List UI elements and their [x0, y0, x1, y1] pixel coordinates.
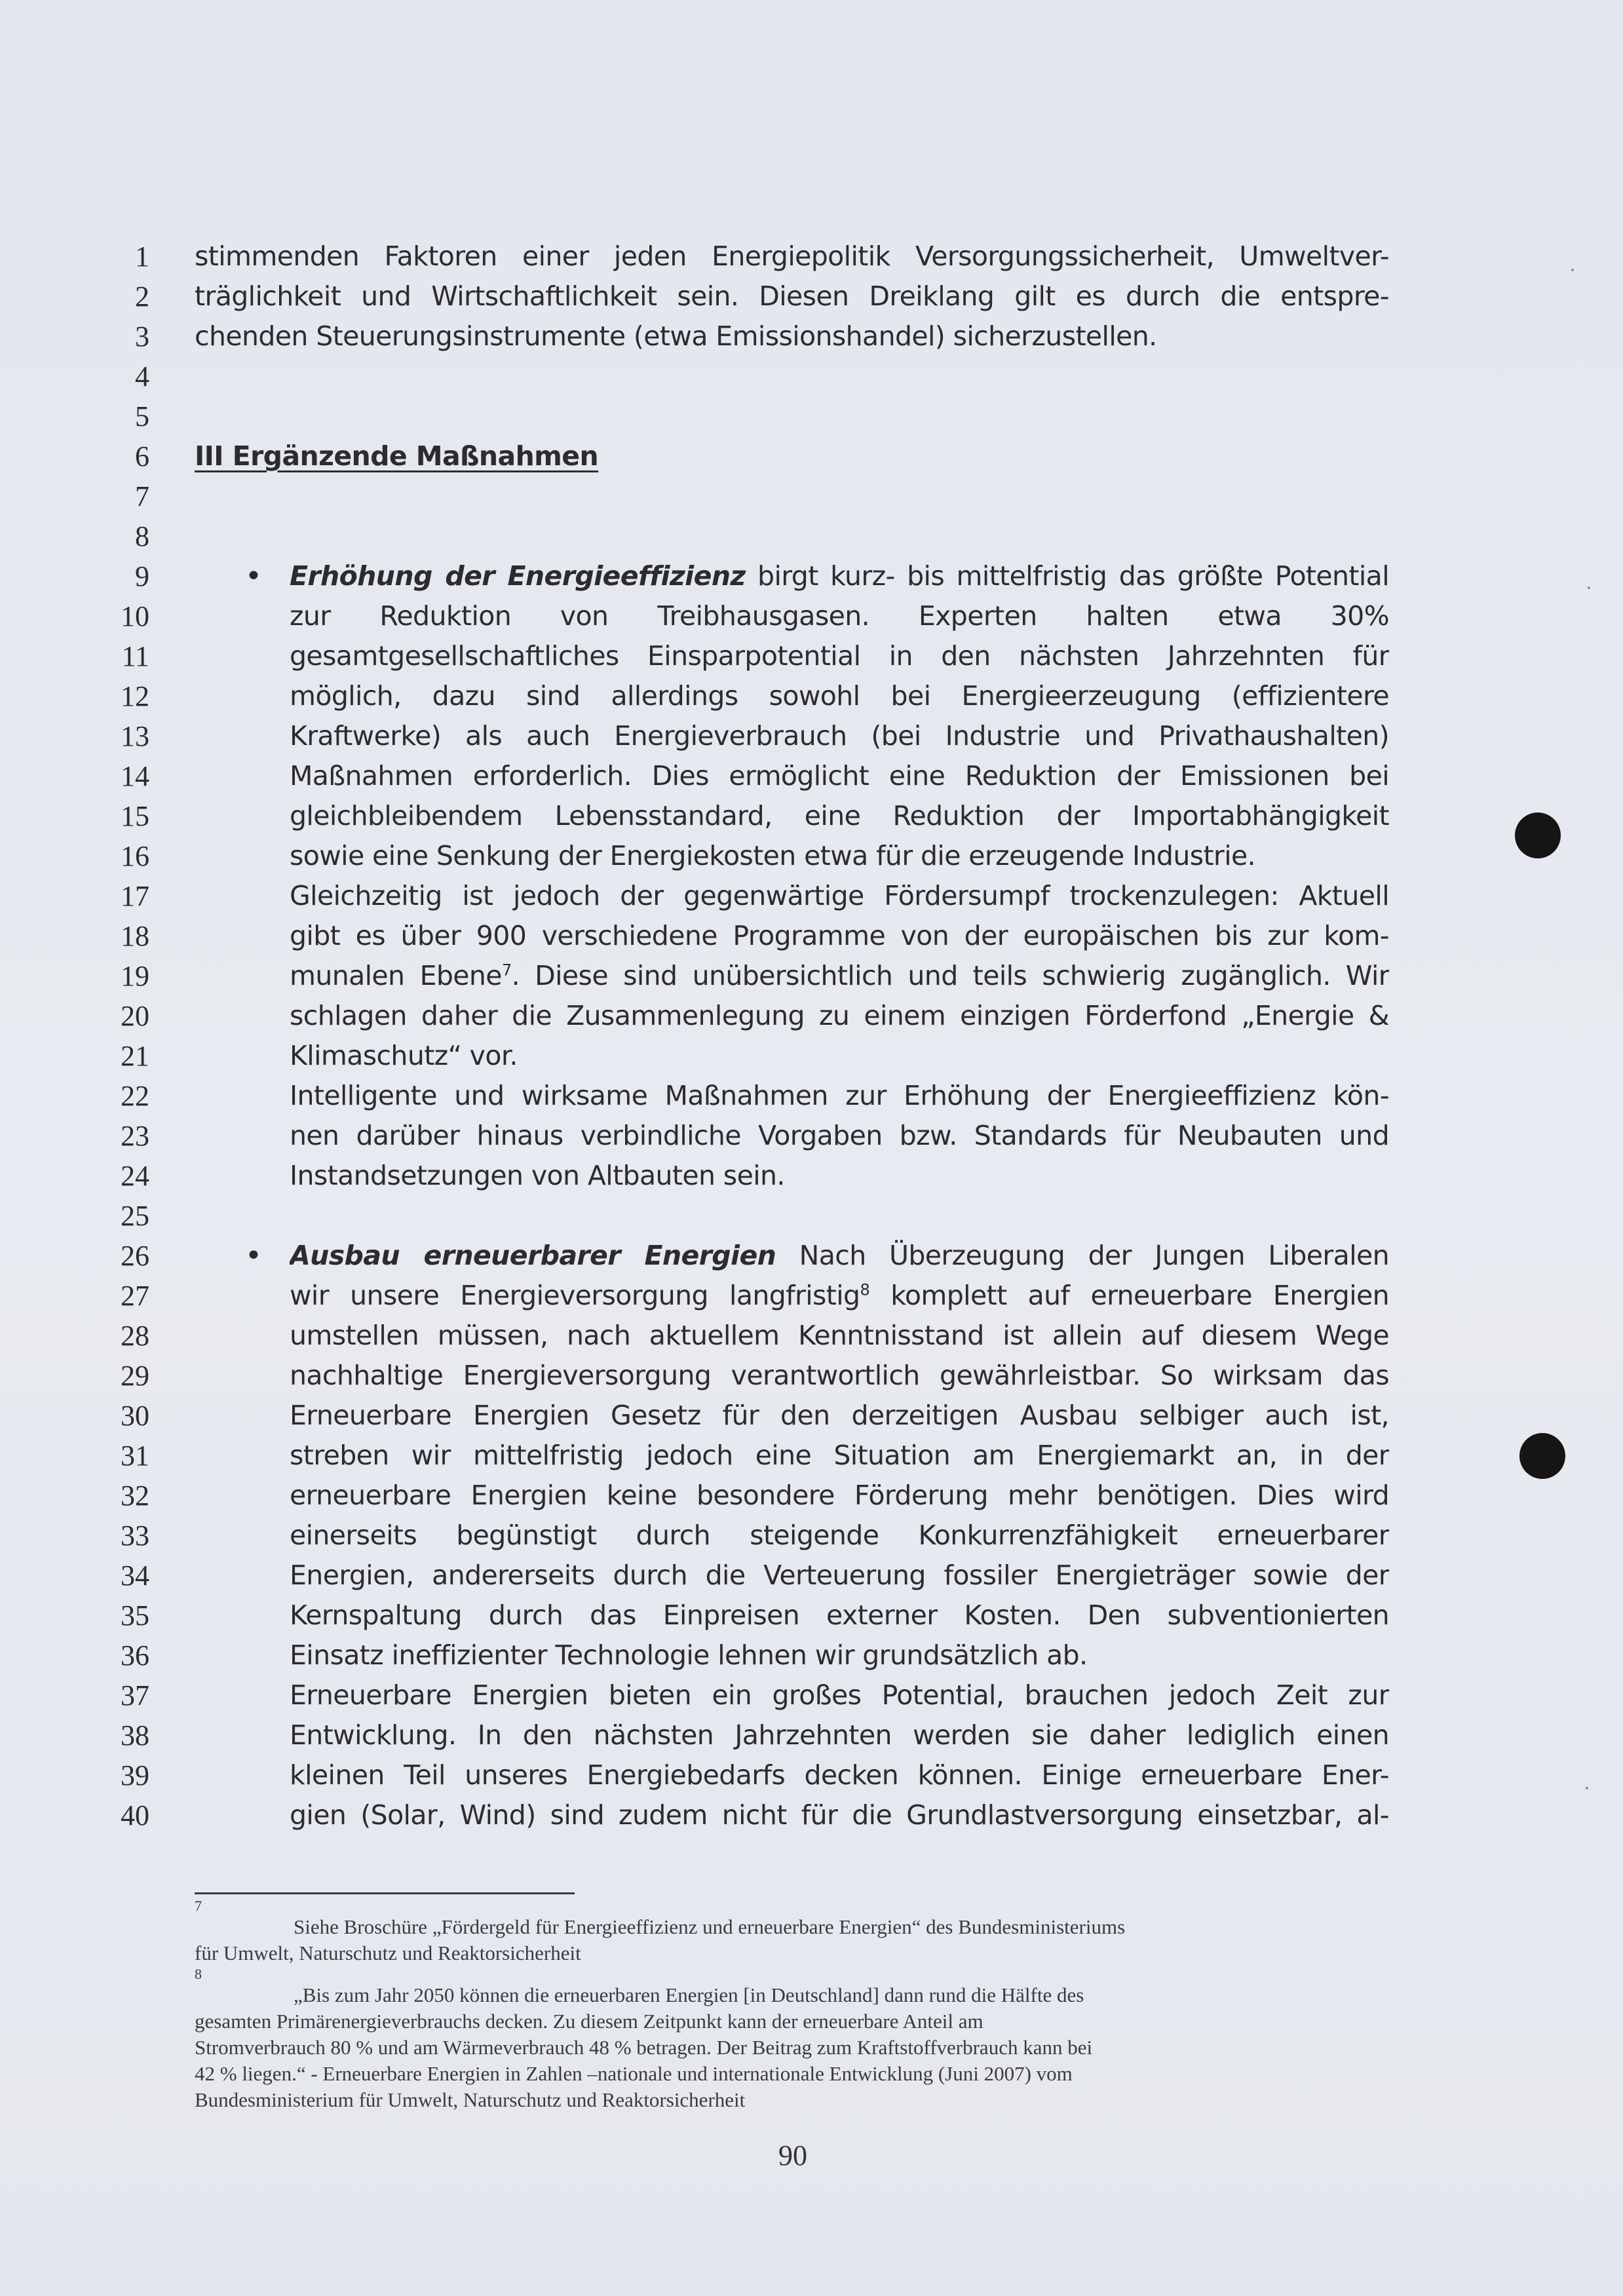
bullet-lead: Erhöhung der Energieeffizienz: [290, 560, 746, 592]
footnote-ref-8[interactable]: 8: [860, 1280, 870, 1299]
body-line: stimmenden Faktoren einer jeden Energiepolitik Versorgungssicherheit, Umweltver-: [195, 240, 1389, 272]
bullet-lead: Ausbau erneuerbarer Energien: [290, 1240, 776, 1271]
paper-speck: [1571, 269, 1574, 271]
body-line: Einsatz ineffizienter Technologie lehnen wir grundsätzlich ab.: [290, 1639, 1088, 1671]
line-number: 2: [135, 280, 149, 313]
line-number: 38: [121, 1719, 149, 1751]
line-number: 34: [121, 1559, 149, 1592]
body-line: Klimaschutz“ vor.: [290, 1040, 518, 1071]
bullet-icon: •: [245, 560, 262, 593]
body-line: gibt es über 900 verschiedene Programme von der europäischen bis zur kom-: [290, 920, 1389, 951]
footnote-7-line: für Umwelt, Naturschutz und Reaktorsicherheit: [195, 1942, 581, 1964]
line-number: 5: [135, 400, 149, 432]
line-number: 22: [121, 1080, 149, 1112]
section-heading: III Ergänzende Maßnahmen: [195, 440, 599, 472]
line-number: 25: [121, 1200, 149, 1232]
line-number: 10: [121, 600, 149, 632]
line-number: 27: [121, 1280, 149, 1312]
paper-speck: [1588, 586, 1590, 589]
line-number: 21: [121, 1040, 149, 1072]
line-number: 6: [135, 440, 149, 472]
body-line: Erneuerbare Energien Gesetz für den derzeitigen Ausbau selbiger auch ist,: [290, 1400, 1389, 1431]
line-number: 13: [121, 720, 149, 752]
line-number: 18: [121, 920, 149, 952]
bullet-text: birgt kurz- bis mittelfristig das größte Potential: [745, 560, 1389, 592]
body-line: Instandsetzungen von Altbauten sein.: [290, 1160, 785, 1191]
body-line: einerseits begünstigt durch steigende Konkurrenzfähigkeit erneuerbarer: [290, 1520, 1389, 1551]
bullet-icon: •: [245, 1239, 262, 1272]
bullet-item-energy-efficiency: [290, 556, 1389, 596]
body-line: Kernspaltung durch das Einpreisen externer Kosten. Den subventionierten: [290, 1599, 1389, 1631]
line-number: 4: [135, 360, 149, 392]
body-line: schlagen daher die Zusammenlegung zu einem einzigen Förderfond „Energie &: [290, 1000, 1389, 1031]
line-number: 37: [121, 1679, 149, 1712]
line-number: 20: [121, 1000, 149, 1032]
footnote-8-line: Bundesministerium für Umwelt, Naturschutz und Reaktorsicherheit: [195, 2088, 746, 2111]
bullet-item-renewables: [290, 1236, 1389, 1276]
line-number: 28: [121, 1320, 149, 1352]
line-number: 9: [135, 560, 149, 592]
line-number: 33: [121, 1520, 149, 1552]
line-number: 16: [121, 840, 149, 872]
punch-hole: [1519, 1433, 1565, 1479]
body-line: chenden Steuerungsinstrumente (etwa Emissionshandel) sicherzustellen.: [195, 320, 1157, 352]
line-number: 17: [121, 880, 149, 912]
line-number: 31: [121, 1440, 149, 1472]
body-line: [290, 956, 1389, 996]
body-line: zur Reduktion von Treibhausgasen. Experten halten etwa 30%: [290, 600, 1389, 632]
footnote-8-line: gesamten Primärenergieverbrauchs decken. Zu diesem Zeitpunkt kann der erneuerbare Anteil am: [195, 2010, 983, 2033]
line-number: 35: [121, 1599, 149, 1632]
body-line: streben wir mittelfristig jedoch eine Situation am Energiemarkt an, in der: [290, 1440, 1389, 1471]
body-line: Energien, andererseits durch die Verteuerung fossiler Energieträger sowie der: [290, 1559, 1389, 1591]
line-number: 30: [121, 1400, 149, 1432]
line-number: 14: [121, 760, 149, 792]
footnote-8-line: 42 % liegen.“ - Erneuerbare Energien in Zahlen –nationale und internationale Entwicklung (Juni 2007) vom: [195, 2062, 1073, 2085]
body-line: gien (Solar, Wind) sind zudem nicht für die Grundlastversorgung einsetzbar, al-: [290, 1799, 1389, 1831]
line-number: 19: [121, 960, 149, 992]
page-number: 90: [778, 2139, 807, 2172]
body-line: gleichbleibendem Lebensstandard, eine Reduktion der Importabhängigkeit: [290, 800, 1389, 832]
footnote-8-line: Stromverbrauch 80 % und am Wärmeverbrauch 48 % betragen. Der Beitrag zum Kraftstoffverbrauch kann bei: [195, 2036, 1093, 2059]
line-number: 29: [121, 1360, 149, 1392]
line-number: 1: [135, 240, 149, 273]
body-line: sowie eine Senkung der Energiekosten etwa für die erzeugende Industrie.: [290, 840, 1256, 871]
body-line: Intelligente und wirksame Maßnahmen zur Erhöhung der Energieeffizienz kön-: [290, 1080, 1389, 1111]
line-number: 23: [121, 1120, 149, 1152]
line-number: 26: [121, 1240, 149, 1272]
line-number: 11: [121, 640, 149, 672]
body-line: [290, 1276, 1389, 1316]
line-number: 39: [121, 1759, 149, 1791]
line-number: 40: [121, 1799, 149, 1831]
paper-speck: [1586, 1787, 1588, 1789]
body-line: Entwicklung. In den nächsten Jahrzehnten werden sie daher lediglich einen: [290, 1719, 1389, 1751]
body-line: Gleichzeitig ist jedoch der gegenwärtige Fördersumpf trockenzulegen: Aktuell: [290, 880, 1389, 911]
line-number: 12: [121, 680, 149, 712]
footnote-7-number: 7: [195, 1898, 202, 1914]
body-line: erneuerbare Energien keine besondere Förderung mehr benötigen. Dies wird: [290, 1480, 1389, 1511]
body-line: träglichkeit und Wirtschaftlichkeit sein. Diesen Dreiklang gilt es durch die entspre-: [195, 280, 1389, 312]
text-fragment: komplett auf erneuerbare Energien: [869, 1280, 1389, 1311]
body-line: nen darüber hinaus verbindliche Vorgaben bzw. Standards für Neubauten und: [290, 1120, 1389, 1151]
footnote-8-line: „Bis zum Jahr 2050 können die erneuerbaren Energien [in Deutschland] dann rund die Hälfte des: [294, 1983, 1084, 2006]
line-number: 15: [121, 800, 149, 832]
line-number: 3: [135, 320, 149, 353]
footnote-ref-7[interactable]: 7: [501, 961, 512, 980]
body-line: Kraftwerke) als auch Energieverbrauch (bei Industrie und Privathaushalten): [290, 720, 1389, 752]
body-line: Maßnahmen erforderlich. Dies ermöglicht eine Reduktion der Emissionen bei: [290, 760, 1389, 792]
text-fragment: munalen Ebene: [290, 960, 502, 991]
text-fragment: wir unsere Energieversorgung langfristig: [290, 1280, 860, 1311]
footnote-8-number: 8: [195, 1966, 202, 1982]
body-line: kleinen Teil unseres Energiebedarfs decken können. Einige erneuerbare Ener-: [290, 1759, 1389, 1791]
line-number: 8: [135, 520, 149, 552]
body-line: umstellen müssen, nach aktuellem Kenntnisstand ist allein auf diesem Wege: [290, 1320, 1389, 1351]
line-number: 7: [135, 480, 149, 512]
footnote-separator: [195, 1892, 575, 1894]
body-line: nachhaltige Energieversorgung verantwortlich gewährleistbar. So wirksam das: [290, 1360, 1389, 1391]
body-line: Erneuerbare Energien bieten ein großes Potential, brauchen jedoch Zeit zur: [290, 1679, 1389, 1711]
body-line: gesamtgesellschaftliches Einsparpotential in den nächsten Jahrzehnten für: [290, 640, 1389, 672]
body-line: möglich, dazu sind allerdings sowohl bei Energieerzeugung (effizientere: [290, 680, 1389, 712]
line-number: 24: [121, 1160, 149, 1192]
footnote-7-line: Siehe Broschüre „Fördergeld für Energieeffizienz und erneuerbare Energien“ des Bundesministeriums: [294, 1915, 1126, 1938]
line-number: 36: [121, 1639, 149, 1672]
line-number: 32: [121, 1480, 149, 1512]
text-fragment: . Diese sind unübersichtlich und teils schwierig zugänglich. Wir: [511, 960, 1389, 991]
bullet-text: Nach Überzeugung der Jungen Liberalen: [799, 1240, 1389, 1271]
punch-hole: [1515, 813, 1561, 858]
